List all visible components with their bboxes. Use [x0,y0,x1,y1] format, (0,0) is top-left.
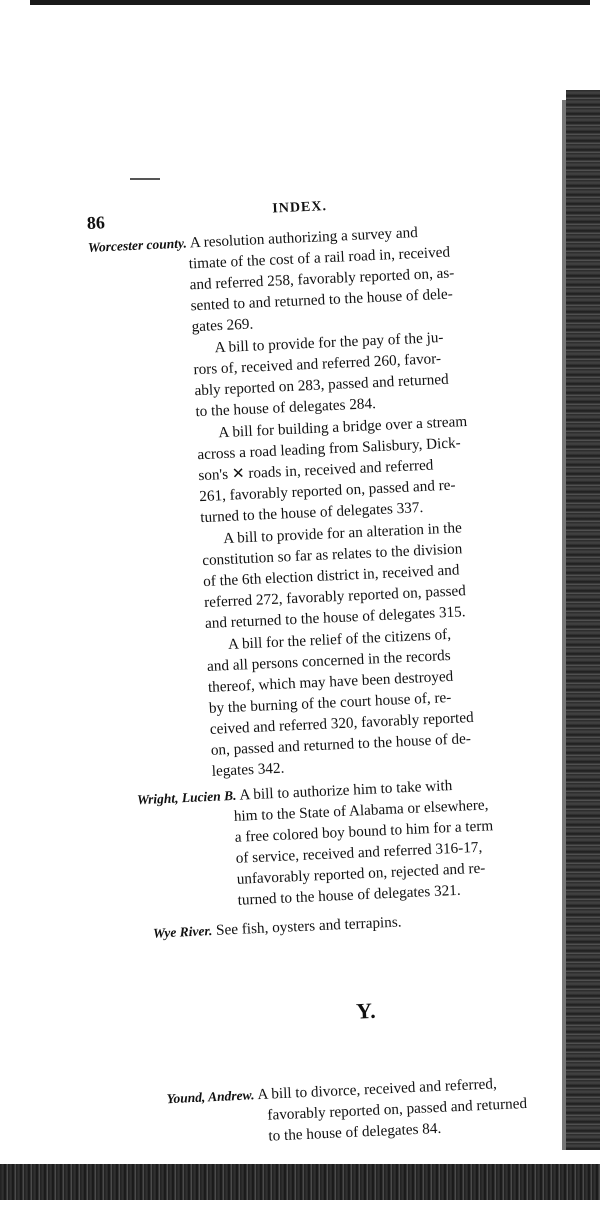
section-letter: Y. [355,997,377,1024]
entry-text-line: son's ✕ roads in, received and referred [198,456,434,485]
entry-text-line: unfavorably reported on, rejected and re- [236,859,486,888]
entry-name: Worcester county. [87,235,188,255]
entry-text-line: See fish, oysters and terrapins. [215,913,402,939]
entry-text-line: turned to the house of delegates 337. [199,499,424,527]
entry-text-line: gates 269. [191,315,254,336]
entry-text-line: and returned to the house of delegates 315. [204,603,466,633]
page-number: 86 [86,212,106,233]
entry-name: Wright, Lucien B. [136,787,237,808]
entry-name: Wye River. [152,923,213,941]
index-page [86,184,595,1153]
entry-text-line: A bill to provide for the pay of the ju- [214,328,444,357]
entry-text-line: ably reported on 283, passed and returned [194,370,449,400]
entry-text-line: across a road leading from Salisbury, Dick- [197,434,462,464]
entry-text-line: A resolution authorizing a survey and [189,223,419,252]
entry-text-line: constitution so far as relates to the division [201,540,463,570]
entry-text-line: 261, favorably reported on, passed and re- [198,476,456,506]
entry-name: Yound, Andrew. [166,1087,255,1107]
entry-text-line: A bill for the relief of the citizens of, [227,625,452,653]
entry-text-line: to the house of delegates 84. [268,1119,442,1145]
entry-text-line: referred 272, favorably reported on, passed [203,582,467,612]
entry-text-line: and referred 258, favorably reported on, as- [189,264,455,294]
entry-text-line: thereof, which may have been destroyed [207,667,454,696]
entry-text-line: by the burning of the court house of, re- [208,688,452,717]
index-entry-wright-lucien [113,769,584,916]
entry-text-line: and all persons concerned in the records [206,646,451,675]
entry-text-line: a free colored boy bound to him for a term [234,817,494,846]
entry-text-line: legates 342. [211,759,285,780]
entry-text-line: ceived and referred 320, favorably reported [209,708,474,738]
entry-text-line: to the house of delegates 284. [195,395,377,421]
entry-paragraph [106,618,578,786]
entry-text-line: sented to and returned to the house of dele- [190,285,454,315]
ink-smudge [130,178,160,180]
book-edge-bottom [0,1164,600,1200]
entry-paragraph [96,407,566,533]
entry-text-line: A bill to authorize him to take with [239,776,453,804]
entry-text-line: of the 6th election district in, received and [202,561,460,591]
page-title: INDEX. [272,199,328,217]
entry-text-line: timate of the cost of a rail road in, received [188,243,451,273]
index-entry-worcester-county [87,216,577,787]
entry-text-line: him to the State of Alabama or elsewhere, [233,796,489,825]
entry-text-line: A bill to divorce, received and referred, [257,1075,498,1104]
entry-text-line: on, passed and returned to the house of de- [210,730,472,759]
entry-text-line: A bill for building a bridge over a stream [218,412,468,442]
entry-text-line: of service, received and referred 316-17, [235,838,483,867]
entry-text-line: favorably reported on, passed and returned [267,1094,528,1124]
entry-text-line: turned to the house of delegates 321. [237,881,461,909]
top-rule [30,0,590,5]
index-entry-yound-andrew [126,1069,594,1153]
entry-paragraph [101,513,571,639]
entry-text-line: A bill to provide for an alteration in the [222,519,463,548]
entry-text-line: rors of, received and referred 260, favor- [193,350,442,379]
